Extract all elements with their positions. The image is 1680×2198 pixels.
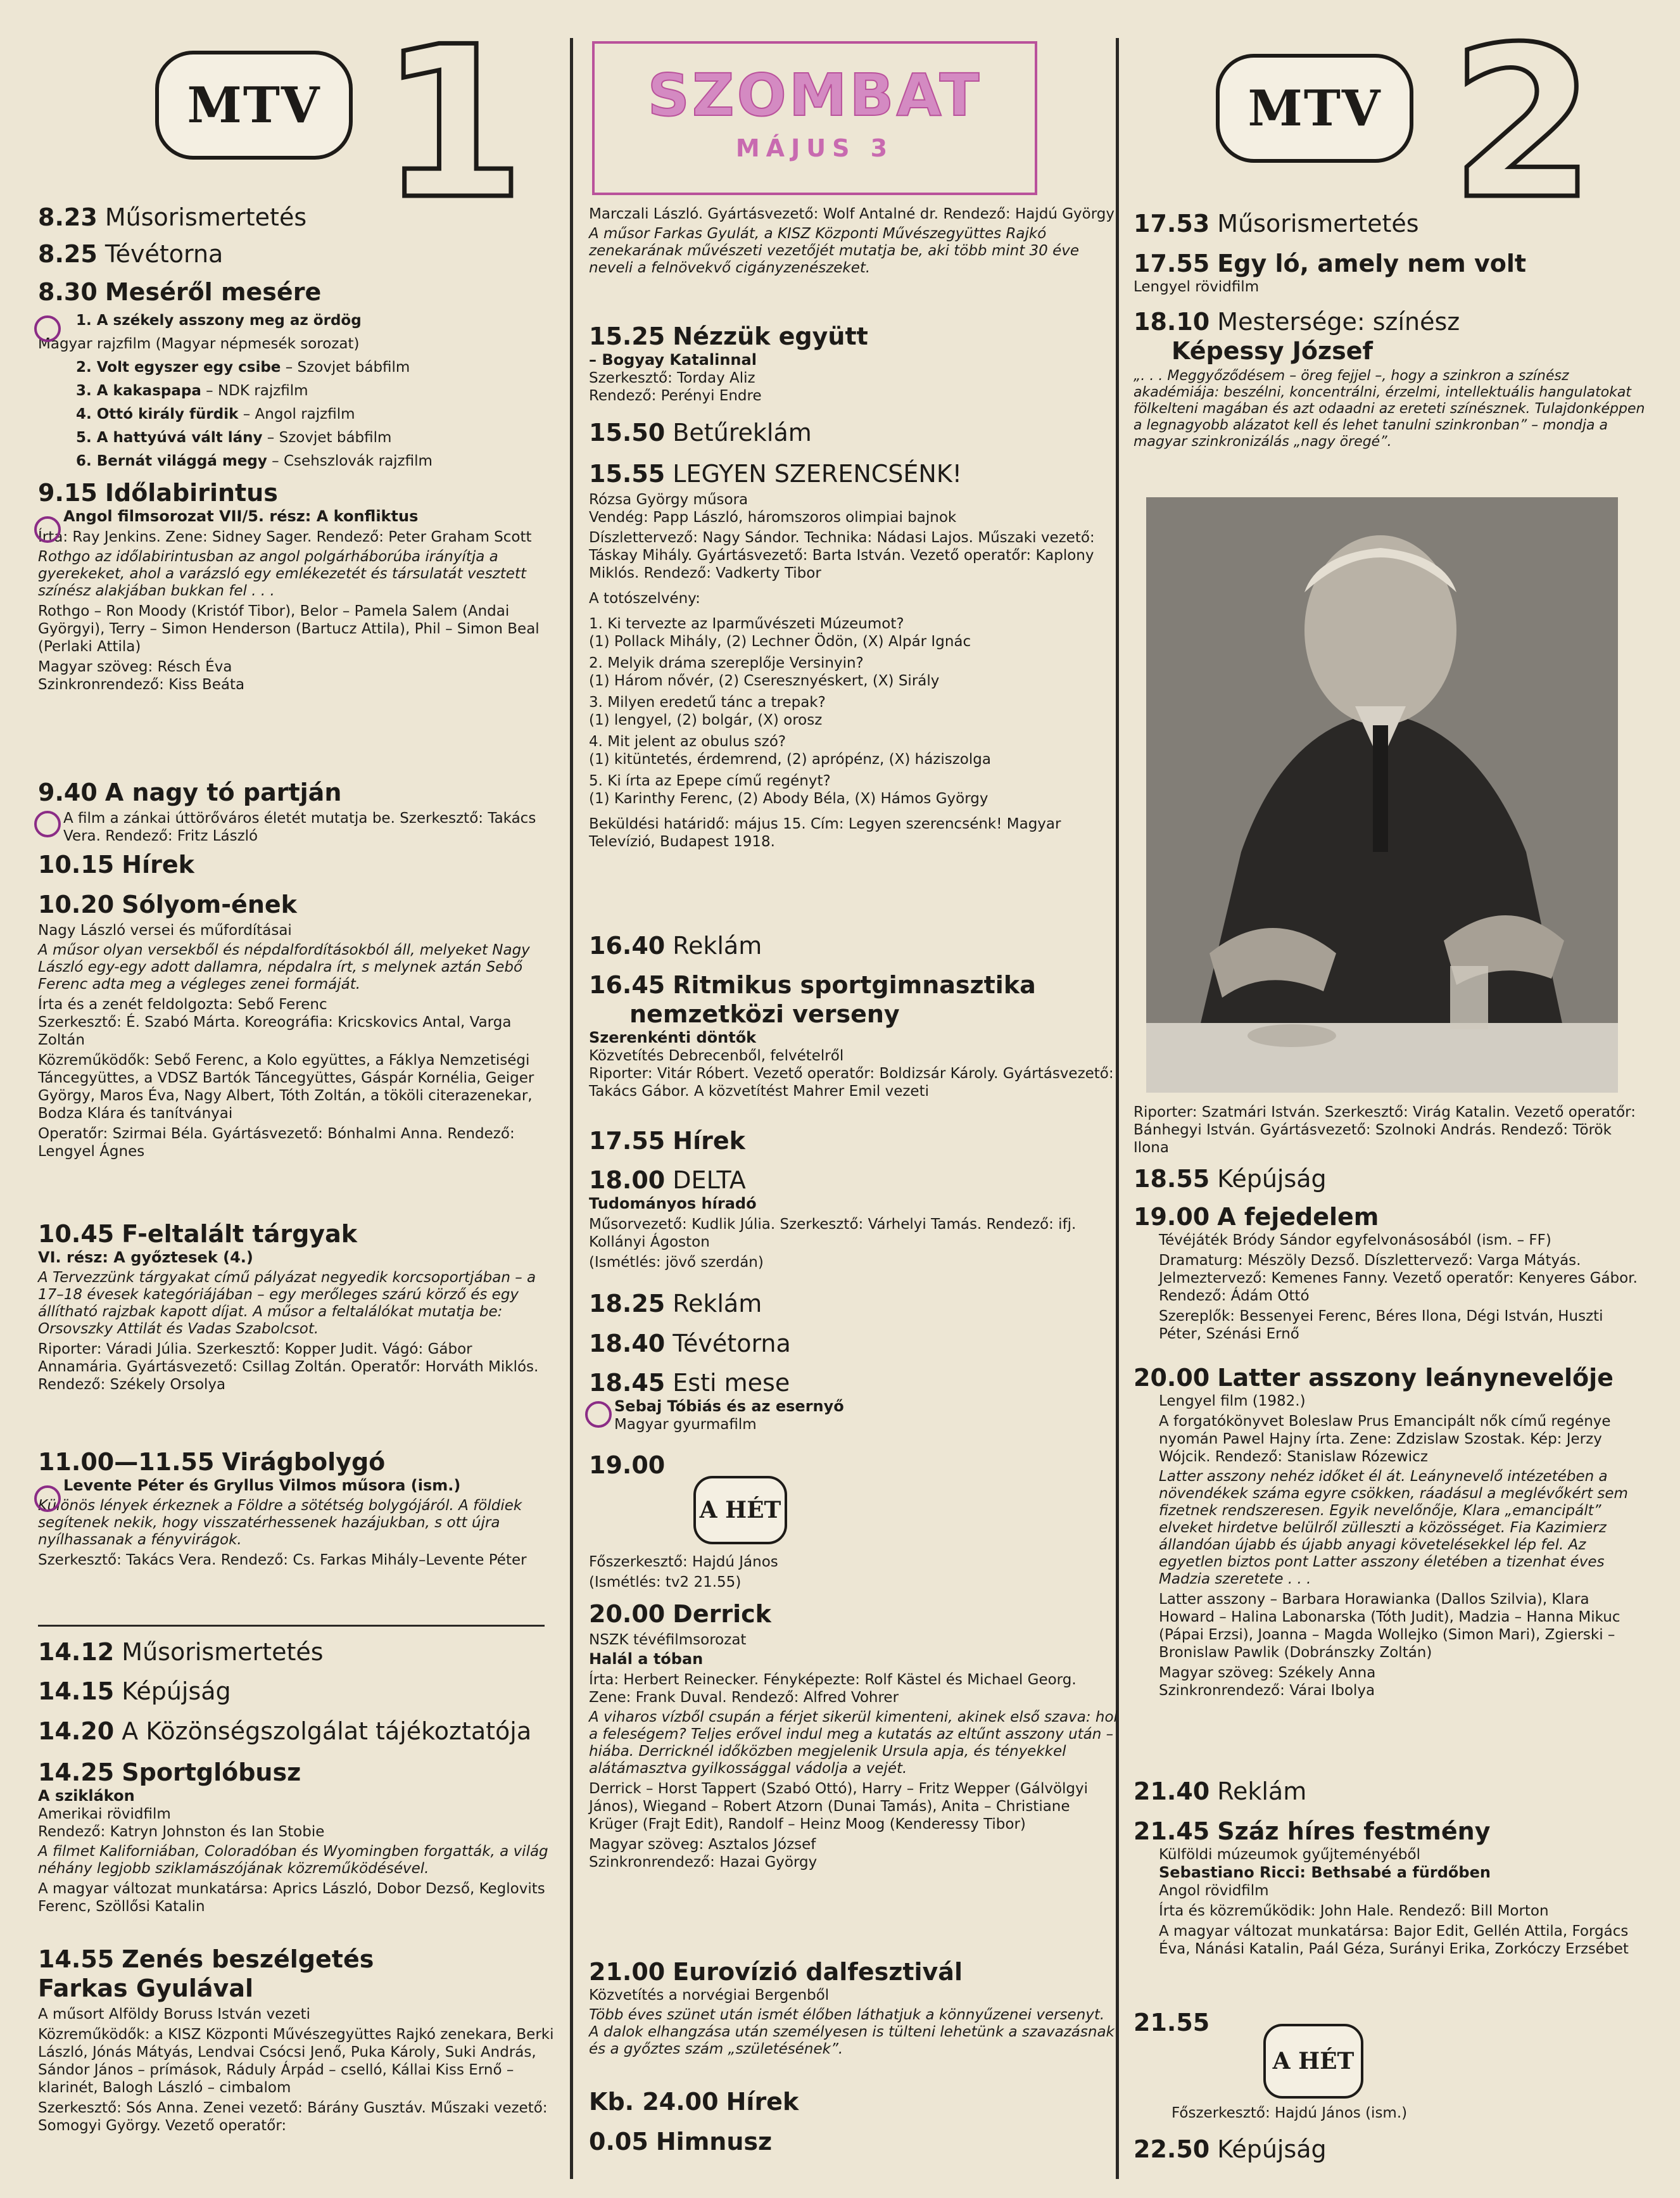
list-item: 1. A székely asszony meg az ördög — [76, 312, 362, 329]
program-1800: 18.00 DELTA Tudományos híradó Műsorvezető: Kudlik Júlia. Szerkesztő: Várhelyi Tamás. Rendező: ifj. Kollányi Ágoston (Ismétlés: jövő szerdán) — [589, 1166, 1077, 1271]
program-1810: 18.10 Mestersége: színész Képessy József „. . . Meggyőződésem – öreg fejjel –, hogy a szinkron a színész akadémiája: beszélni, koncentrálni, érzelmi, intellektuális hangulatokat fölkelteni magában és azt odaadni az ereteti színésznek. Tulajdonképpen a legnagyobb alázatot kell és lehet tanulni szinkronban” – mondja a magyar szinkronizálás „nagy öregé”. — [1134, 308, 1645, 450]
program-2400: Kb. 24.00 Hírek — [589, 2088, 799, 2116]
program-2140: 21.40 Reklám — [1134, 1777, 1307, 1805]
program-1420: 14.20 A Közönségszolgálat tájékoztatója — [38, 1717, 532, 1745]
program-2100: 21.00 Eurovízió dalfesztivál Közvetítés a norvégiai Bergenből Több éves szünet után ismét élőben láthatjuk a könnyűzenei versenyt. A dalok elhangzása után személyesen is tülteni lehetünk a szavazásnak és a győztes szám „születésének”. — [589, 1958, 1115, 2057]
program-1555: 15.55 LEGYEN SZERENCSÉNK! Rózsa György műsora Vendég: Papp László, háromszoros olimpiai bajnok Díszlettervező: Nagy Sándor. Technika: Nádasi Lajos. Műszaki vezető: Táskay Mihály. Gyártásvezető: Barta István. Vezető operatőr: Kaplony Miklós. Rendező: Vadkerty Tibor A totószelvény: 1. Ki tervezte az Iparművészeti Múzeumot? (1) Pollack Mihály, (2) Lechner Ödön, (X) Alpár Ignác 2. Melyik dráma szereplője Versinyin? (1) Három nővér, (2) Cseresznyéskert, (X) Sirály 3. Milyen eredetű tánc a trepak? (1) lengyel, (2) bolgár, (X) orosz 4. Mit jelent az obulus szó? (1) kitüntetés, érdemrend, (2) aprópénz, (X) háziszolga 5. Ki írta az Epepe című regényt? (1) Karinthy Ferenc, (2) Abody Béla, (X) Hámos György Beküldési határidő: május 15. Cím: Legyen szerencsénk! Magyar Televízió, Budapest 1918. — [589, 460, 1095, 850]
channel-2-number: 2 — [1450, 2, 1596, 245]
color-broadcast-marker-icon — [34, 811, 61, 837]
list-item: 3. A kakaspapa – NDK rajzfilm — [76, 383, 308, 399]
program-1045: 10.45 F-eltalált tárgyak VI. rész: A győztesek (4.) A Tervezzünk tárgyakat című pályázat negyedik korcsoportjában – a 17–18 évesek kategóriájában – egy merőleges szárú körző és egy állítható rajzbak kapott díjat. A műsor a feltalálókat mutatja be: Orsovszky Attilát és Vadas Szabolcsot. Riporter: Váradi Júlia. Szerkesztő: Kopper Judit. Vágó: Gábor Annamária. Gyártásvezető: Csillag Zoltán. Operatőr: Horváth Miklós. Rendező: Székely Orsolya — [38, 1220, 539, 1393]
program-1753: 17.53 Műsorismertetés — [1134, 210, 1419, 238]
program-1840: 18.40 Tévétorna — [589, 1330, 791, 1357]
program-005: 0.05 Himnusz — [589, 2128, 773, 2156]
list-item: Magyar rajzfilm (Magyar népmesék sorozat) — [38, 336, 360, 352]
color-broadcast-marker-icon — [34, 1485, 61, 1512]
list-item: 5. A hattyúvá vált lány – Szovjet bábfilm — [76, 429, 392, 446]
kepessy-credits: Riporter: Szatmári István. Szerkesztő: Virág Katalin. Vezető operatőr: Bánhegyi István. Gyártásvezető: Szolnoki András. Rendező: Török Ilona — [1134, 1104, 1636, 1156]
program-1755-ch2: 17.55 Egy ló, amely nem volt Lengyel rövidfilm — [1134, 250, 1527, 295]
mtv1-logo: MTV — [155, 51, 353, 160]
program-1900: 19.00 — [589, 1451, 666, 1479]
program-1525: 15.25 Nézzük együtt – Bogyay Katalinnal Szerkesztő: Torday Aliz Rendező: Perényi Endre — [589, 322, 868, 404]
program-2000-ch2: 20.00 Latter asszony leánynevelője Lengyel film (1982.) A forgatókönyvet Boleslaw Prus Emancipált nők című regénye nyomán Pawel Hajny írta. Zene: Zdzislaw Szostak. Kép: Jerzy Wójcik. Rendező: Stanislaw Rózewicz Latter asszony nehéz időket él át. Leánynevelő intézetében a növendékek száma egyre csökken, ráadásul a meglévőkért sem fizetnek rendszeresen. Egyik nevelőnője, Klara „emancipált” elveket hirdetve belülről zülleszti a közösséget. Fia Kazimierz állandóan újabb és újabb anyagi követelésekkel lép fel. Az egyetlen biztos pont Latter asszony életében a tizenhat éves Madzia szeretete . . . Latter asszony – Barbara Horawianka (Dallos Szilvia), Klara Howard – Halina Labonarska (Tóth Judit), Madzia – Hanna Mikuc (Pápai Erzsi), Joanna – Magda Wollejko (Simon Mari), Zgierski – Bronislaw Pawlik (Dobránszky Zoltán) Magyar szöveg: Székely Anna Szinkronrendező: Várai Ibolya — [1134, 1364, 1628, 1699]
color-broadcast-marker-icon — [585, 1401, 612, 1428]
mtv2-logo: MTV — [1216, 54, 1413, 163]
program-915: 9.15 Időlabirintus Angol filmsorozat VII/5. rész: A konfliktus Írta: Ray Jenkins. Zene: Sidney Sager. Rendező: Peter Graham Scott Rothgo az időlabirintusban az angol polgárháborúba irányítja a gyerekeket, ahol a varázsló egy emlékezetét és társulatát vesztett színész alakjában bukkan fel . . . Rothgo – Ron Moody (Kristóf Tibor), Belor – Pamela Salem (Andai Györgyi), Terry – Simon Henderson (Bartucz Attila), Phil – Simon Beal (Perlaki Attila) Magyar szöveg: Résch Éva Szinkronrendező: Kiss Beáta — [38, 478, 557, 694]
program-825: 8.25 Tévétorna — [38, 240, 224, 268]
program-1640: 16.40 Reklám — [589, 932, 762, 960]
a-het-logo-ch2: A HÉT — [1263, 2024, 1363, 2099]
program-farkas-continued: Marczali László. Gyártásvezető: Wolf Antalné dr. Rendező: Hajdú György A műsor Farkas Gyulát, a KISZ Központi Művészegyüttes Rajkó zenekarának művészeti vezetőjét mutatja be, aki több mint 30 éve neveli a felnövekvő cigányzenészeket. — [589, 206, 1115, 276]
header-day: SZOMBAT — [647, 61, 982, 129]
portrait-photo — [1146, 497, 1618, 1093]
program-1425: 14.25 Sportglóbusz A sziklákon Amerikai rövidfilm Rendező: Katryn Johnston és Ian Stobie A filmet Kaliforniában, Coloradóban és Wyomingben forgatták, a világ néhány legjobb sziklamászójának közreműködésével. A magyar változat munkatársa: Aprics László, Dobor Dezső, Keglovits Ferenc, Szöllősi Katalin — [38, 1758, 548, 1915]
program-2155: 21.55 — [1134, 2009, 1210, 2036]
section-divider — [38, 1625, 545, 1627]
color-broadcast-marker-icon — [34, 516, 61, 543]
program-2145: 21.45 Száz híres festmény Külföldi múzeumok gyűjteményéből Sebastiano Ricci: Bethsabé a fürdőben Angol rövidfilm Írta és közreműködik: John Hale. Rendező: Bill Morton A magyar változat munkatársa: Bajor Edit, Gellén Attila, Forgács Éva, Nánási Katalin, Paál Géza, Surányi Erika, Zorkóczy Erzsébet — [1134, 1817, 1629, 1957]
program-830: 8.30 Meséről mesére 1. A székely asszony meg az ördög Magyar rajzfilm (Magyar népmesék sorozat) 2. Volt egyszer egy csibe – Szovjet bábfilm 3. A kakaspapa – NDK rajzfilm 4. Ottó király fürdik – Angol rajzfilm 5. A hattyúvá vált lány – Szovjet bábfilm 6. Bernát világgá megy – Csehszlovák rajzfilm — [38, 277, 557, 473]
program-1412: 14.12 Műsorismertetés — [38, 1638, 324, 1666]
a-het-logo: A HÉT — [693, 1476, 787, 1544]
program-1455: 14.55 Zenés beszélgetés Farkas Gyulával A műsort Alföldy Boruss István vezeti Közreműködők: a KISZ Központi Művészegyüttes Rajkó zenekara, Berki László, Jónás Mátyás, Lendvai Csócsi Jenő, Puka Károly, Suki András, Sándor János – prímások, Ráduly Árpád – cselló, Kállai Kiss Ernő – klarinét, Balogh László – cimbalom Szerkesztő: Sós Anna. Zenei vezető: Bárány Gusztáv. Műszaki vezető: Somogyi György. Vezető operatőr: — [38, 1945, 554, 2134]
program-1855: 18.55 Képújság — [1134, 1165, 1327, 1193]
program-940: 9.40 A nagy tó partján A film a zánkai úttörőváros életét mutatja be. Szerkesztő: Takács Vera. Rendező: Fritz László — [38, 778, 557, 845]
program-1100: 11.00—11.55 Virágbolygó Levente Péter és Gryllus Vilmos műsora (ism.) Különös lények érkeznek a Földre a sötétség bolygójáról. A földiek segítenek nekik, hogy visszatérhessenek hazájukban, s ott újra nyílhassanak a fényvirágok. Szerkesztő: Takács Vera. Rendező: Cs. Farkas Mihály–Levente Péter — [38, 1447, 557, 1569]
program-1645: 16.45 Ritmikus sportgimnasztika nemzetközi verseny Szerenkénti döntők Közvetítés Debrecenből, felvételről Riporter: Vitár Róbert. Vezető operatőr: Boldizsár Károly. Gyártásvezető: Takács Gábor. A közvetítést Mahrer Emil vezeti — [589, 971, 1114, 1100]
program-1020: 10.20 Sólyom-ének Nagy László versei és műfordításai A műsor olyan versekből és népdalfordításokból áll, melyeket Nagy László egy-egy adott dallamra, népdalra írt, s melynek aztán Sebő Ferenc adta meg a végleges zenei formáját. Írta és a zenét feldolgozta: Sebő Ferenc Szerkesztő: É. Szabó Márta. Koreográfia: Kricskovics Antal, Varga Zoltán Közreműködők: Sebő Ferenc, a Kolo együttes, a Fáklya Nemzetiségi Táncegyüttes, a VDSZ Bartók Táncegyüttes, Gáspár Kornélia, Geiger György, Maros Éva, Nagy Albert, Tóth Zoltán, a tököli citerazenekar, Bodza Klára és tanítványai Operatőr: Szirmai Béla. Gyártásvezető: Bónhalmi Anna. Rendező: Lengyel Ágnes — [38, 891, 534, 1160]
column-divider-left — [570, 38, 573, 2179]
list-item: 2. Volt egyszer egy csibe – Szovjet bábfilm — [76, 359, 410, 376]
date-header — [592, 41, 1037, 195]
list-item: 6. Bernát világgá megy – Csehszlovák rajzfilm — [76, 453, 433, 469]
tale-list — [38, 309, 557, 473]
program-2000: 20.00 Derrick NSZK tévéfilmsorozat Halál a tóban Írta: Herbert Reinecker. Fényképezte: Rolf Kästel és Michael Georg. Zene: Frank Duval. Rendező: Alfred Vohrer A viharos vízből csupán a férjet sikerül kimenteni, akinek első szava: hol a feleségem? Teljes erővel indul meg a kutatás az eltűnt asszony után – hiába. Derricknél időközben megjelenik Ursula apja, és tényekkel alátámasztva gyilkossággal vádolja a vejét. Derrick – Horst Tappert (Szabó Ottó), Harry – Fritz Wepper (Gálvölgyi János), Wiegand – Robert Atzorn (Dunai Tamás), Anita – Christiane Krüger (Frajt Edit), Randolf – Heinz Moog (Kenderessy Tibor) Magyar szöveg: Asztalos József Szinkronrendező: Hazai György — [589, 1600, 1118, 1871]
a-het-credits-ch2: Főszerkesztő: Hajdú János (ism.) — [1172, 2105, 1408, 2121]
program-1415: 14.15 Képújság — [38, 1677, 231, 1705]
channel-1-number: 1 — [380, 2, 526, 245]
program-1755: 17.55 Hírek — [589, 1127, 745, 1155]
program-823: 8.23 Műsorismertetés — [38, 203, 307, 231]
a-het-credits: Főszerkesztő: Hajdú János (Ismétlés: tv2 21.55) — [589, 1554, 778, 1591]
program-1900-ch2: 19.00 A fejedelem Tévéjáték Bródy Sándor egyfelvonásosából (ism. – FF) Dramaturg: Mészöly Dezső. Díszlettervező: Varga Mátyás. Jelmeztervező: Kemenes Fanny. Vezető operatőr: Kenyeres Gábor. Rendező: Ádám Ottó Szereplők: Bessenyei Ferenc, Béres Ilona, Dégi István, Huszti Péter, Szénási Ernő — [1134, 1203, 1638, 1342]
program-1825: 18.25 Reklám — [589, 1290, 762, 1318]
program-2250: 22.50 Képújság — [1134, 2135, 1327, 2163]
program-1550: 15.50 Betűreklám — [589, 419, 812, 447]
program-1845: 18.45 Esti mese Sebaj Tóbiás és az esernyő Magyar gyurmafilm — [589, 1368, 1118, 1433]
program-1015: 10.15 Hírek — [38, 851, 194, 879]
color-broadcast-marker-icon — [34, 315, 61, 342]
header-date: MÁJUS 3 — [735, 134, 894, 162]
list-item: 4. Ottó király fürdik – Angol rajzfilm — [76, 406, 355, 422]
